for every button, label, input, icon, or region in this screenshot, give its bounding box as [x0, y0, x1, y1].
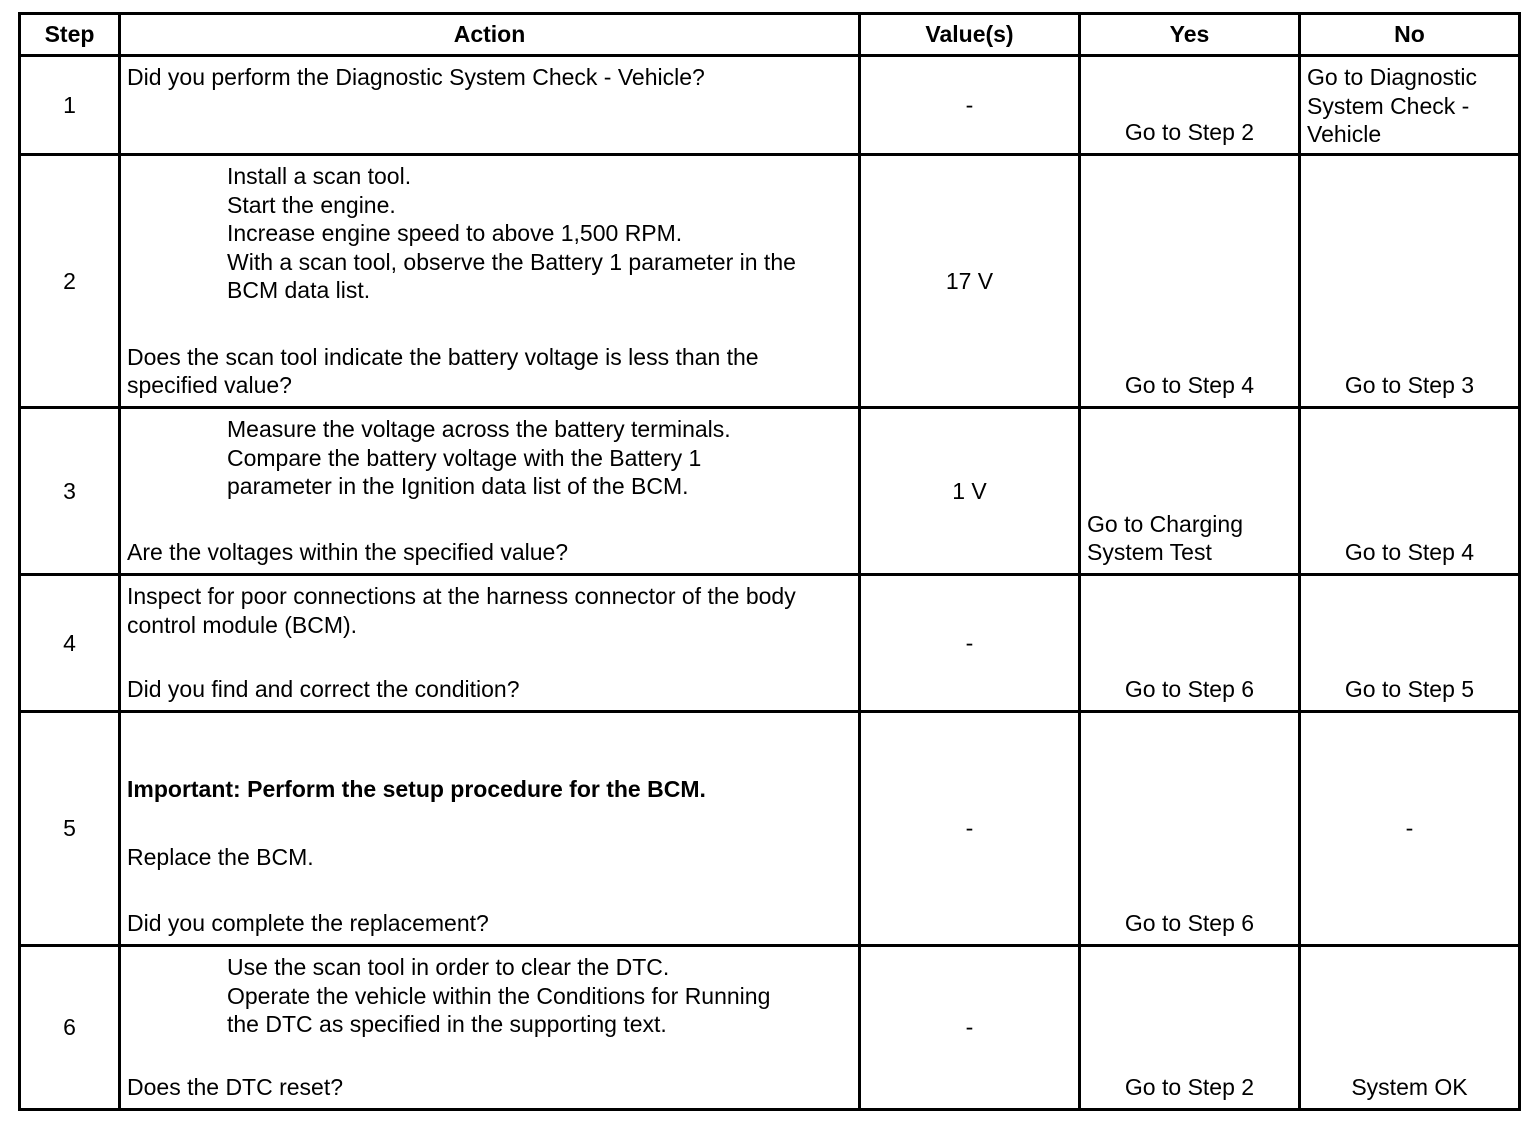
header-step: Step: [21, 15, 121, 54]
no-link-line: Vehicle: [1307, 121, 1382, 148]
question-line: specified value?: [127, 372, 292, 399]
table-row-step-2: [21, 156, 1518, 409]
step-number: 5: [21, 713, 121, 944]
instruction-line: BCM data list.: [227, 277, 371, 304]
action-cell: [121, 409, 861, 573]
action-instructions: [227, 162, 854, 305]
instruction-line: Use the scan tool in order to clear the DTC.: [227, 954, 670, 980]
instruction-line: Start the engine.: [227, 191, 396, 218]
step-number: 2: [21, 156, 121, 406]
action-cell: [121, 57, 861, 153]
no-link-line: System Check -: [1307, 92, 1470, 119]
table-header-row: [21, 15, 1518, 57]
table-row-step-5: [21, 713, 1518, 947]
step-number: 1: [21, 57, 121, 153]
table-row-step-3: [21, 409, 1518, 576]
action-instructions: [227, 953, 854, 1039]
yes-cell: [1081, 409, 1301, 573]
no-cell: [1301, 947, 1518, 1108]
instruction-line: control module (BCM).: [127, 611, 358, 638]
value-cell: -: [861, 713, 1081, 944]
yes-link[interactable]: Go to Step 6: [1124, 910, 1255, 937]
yes-link[interactable]: [1087, 510, 1243, 567]
instruction-line: Compare the battery voltage with the Battery 1: [227, 444, 702, 471]
diagnostic-table: [18, 12, 1521, 1111]
header-no: No: [1394, 21, 1425, 48]
action-question: [127, 343, 759, 400]
header-values: Value(s): [861, 15, 1081, 54]
instruction-line: Operate the vehicle within the Conditions for Running: [227, 982, 771, 1009]
important-note: Important: Perform the setup procedure for the BCM.: [127, 776, 706, 802]
yes-link[interactable]: Go to Step 2: [1124, 119, 1255, 146]
value-cell: -: [861, 947, 1081, 1108]
instruction-line: parameter in the Ignition data list of the BCM.: [227, 473, 689, 500]
table-row-step-4: [21, 576, 1518, 713]
value-cell: -: [861, 576, 1081, 710]
action-instruction: Replace the BCM.: [127, 844, 314, 870]
action-question: Did you complete the replacement?: [127, 910, 489, 937]
yes-link[interactable]: Go to Step 2: [1124, 1074, 1255, 1101]
no-link[interactable]: Go to Step 4: [1344, 539, 1475, 566]
no-cell: [1301, 576, 1518, 710]
yes-link[interactable]: Go to Step 6: [1124, 676, 1255, 703]
table-row-step-6: [21, 947, 1518, 1108]
action-question: Are the voltages within the specified value?: [127, 539, 569, 566]
question-line: Does the scan tool indicate the battery voltage is less than the: [127, 343, 759, 370]
no-cell: [1301, 156, 1518, 406]
action-cell: [121, 947, 861, 1108]
value-cell: 17 V: [861, 156, 1081, 406]
action-cell: [121, 713, 861, 944]
no-link[interactable]: Go to Step 3: [1344, 372, 1475, 399]
action-cell: [121, 156, 861, 406]
header-yes: Yes: [1081, 15, 1301, 54]
no-result: System OK: [1351, 1074, 1468, 1101]
value-cell: -: [861, 57, 1081, 153]
step-number: 3: [21, 409, 121, 573]
table-row-step-1: [21, 57, 1518, 156]
instruction-line: Install a scan tool.: [227, 163, 412, 189]
yes-link[interactable]: Go to Step 4: [1124, 372, 1255, 399]
action-question: Does the DTC reset?: [127, 1074, 344, 1101]
instruction-line: Measure the voltage across the battery terminals.: [227, 416, 731, 442]
step-number: 4: [21, 576, 121, 710]
yes-link-line: Go to Charging: [1087, 510, 1243, 537]
no-cell: [1301, 409, 1518, 573]
action-cell: [121, 576, 861, 710]
action-question: Did you find and correct the condition?: [127, 676, 520, 703]
action-question: Did you perform the Diagnostic System Check - Vehicle?: [127, 64, 705, 90]
action-instructions: [127, 582, 854, 639]
no-link[interactable]: [1307, 63, 1477, 149]
action-instructions: [227, 415, 854, 501]
yes-cell: [1081, 947, 1301, 1108]
no-link[interactable]: Go to Step 5: [1344, 676, 1475, 703]
no-cell: -: [1405, 815, 1414, 842]
yes-link-line: System Test: [1087, 539, 1212, 566]
yes-cell: [1081, 57, 1301, 153]
yes-cell: [1081, 156, 1301, 406]
value-cell: 1 V: [861, 409, 1081, 573]
instruction-line: With a scan tool, observe the Battery 1 parameter in the: [227, 248, 796, 275]
yes-cell: [1081, 713, 1301, 944]
yes-cell: [1081, 576, 1301, 710]
instruction-line: Increase engine speed to above 1,500 RPM.: [227, 220, 683, 247]
no-link-line: Go to Diagnostic: [1307, 64, 1478, 90]
instruction-line: the DTC as specified in the supporting text.: [227, 1011, 667, 1038]
header-action: Action: [121, 15, 861, 54]
instruction-line: Inspect for poor connections at the harness connector of the body: [127, 583, 796, 609]
no-cell: [1301, 57, 1518, 153]
step-number: 6: [21, 947, 121, 1108]
